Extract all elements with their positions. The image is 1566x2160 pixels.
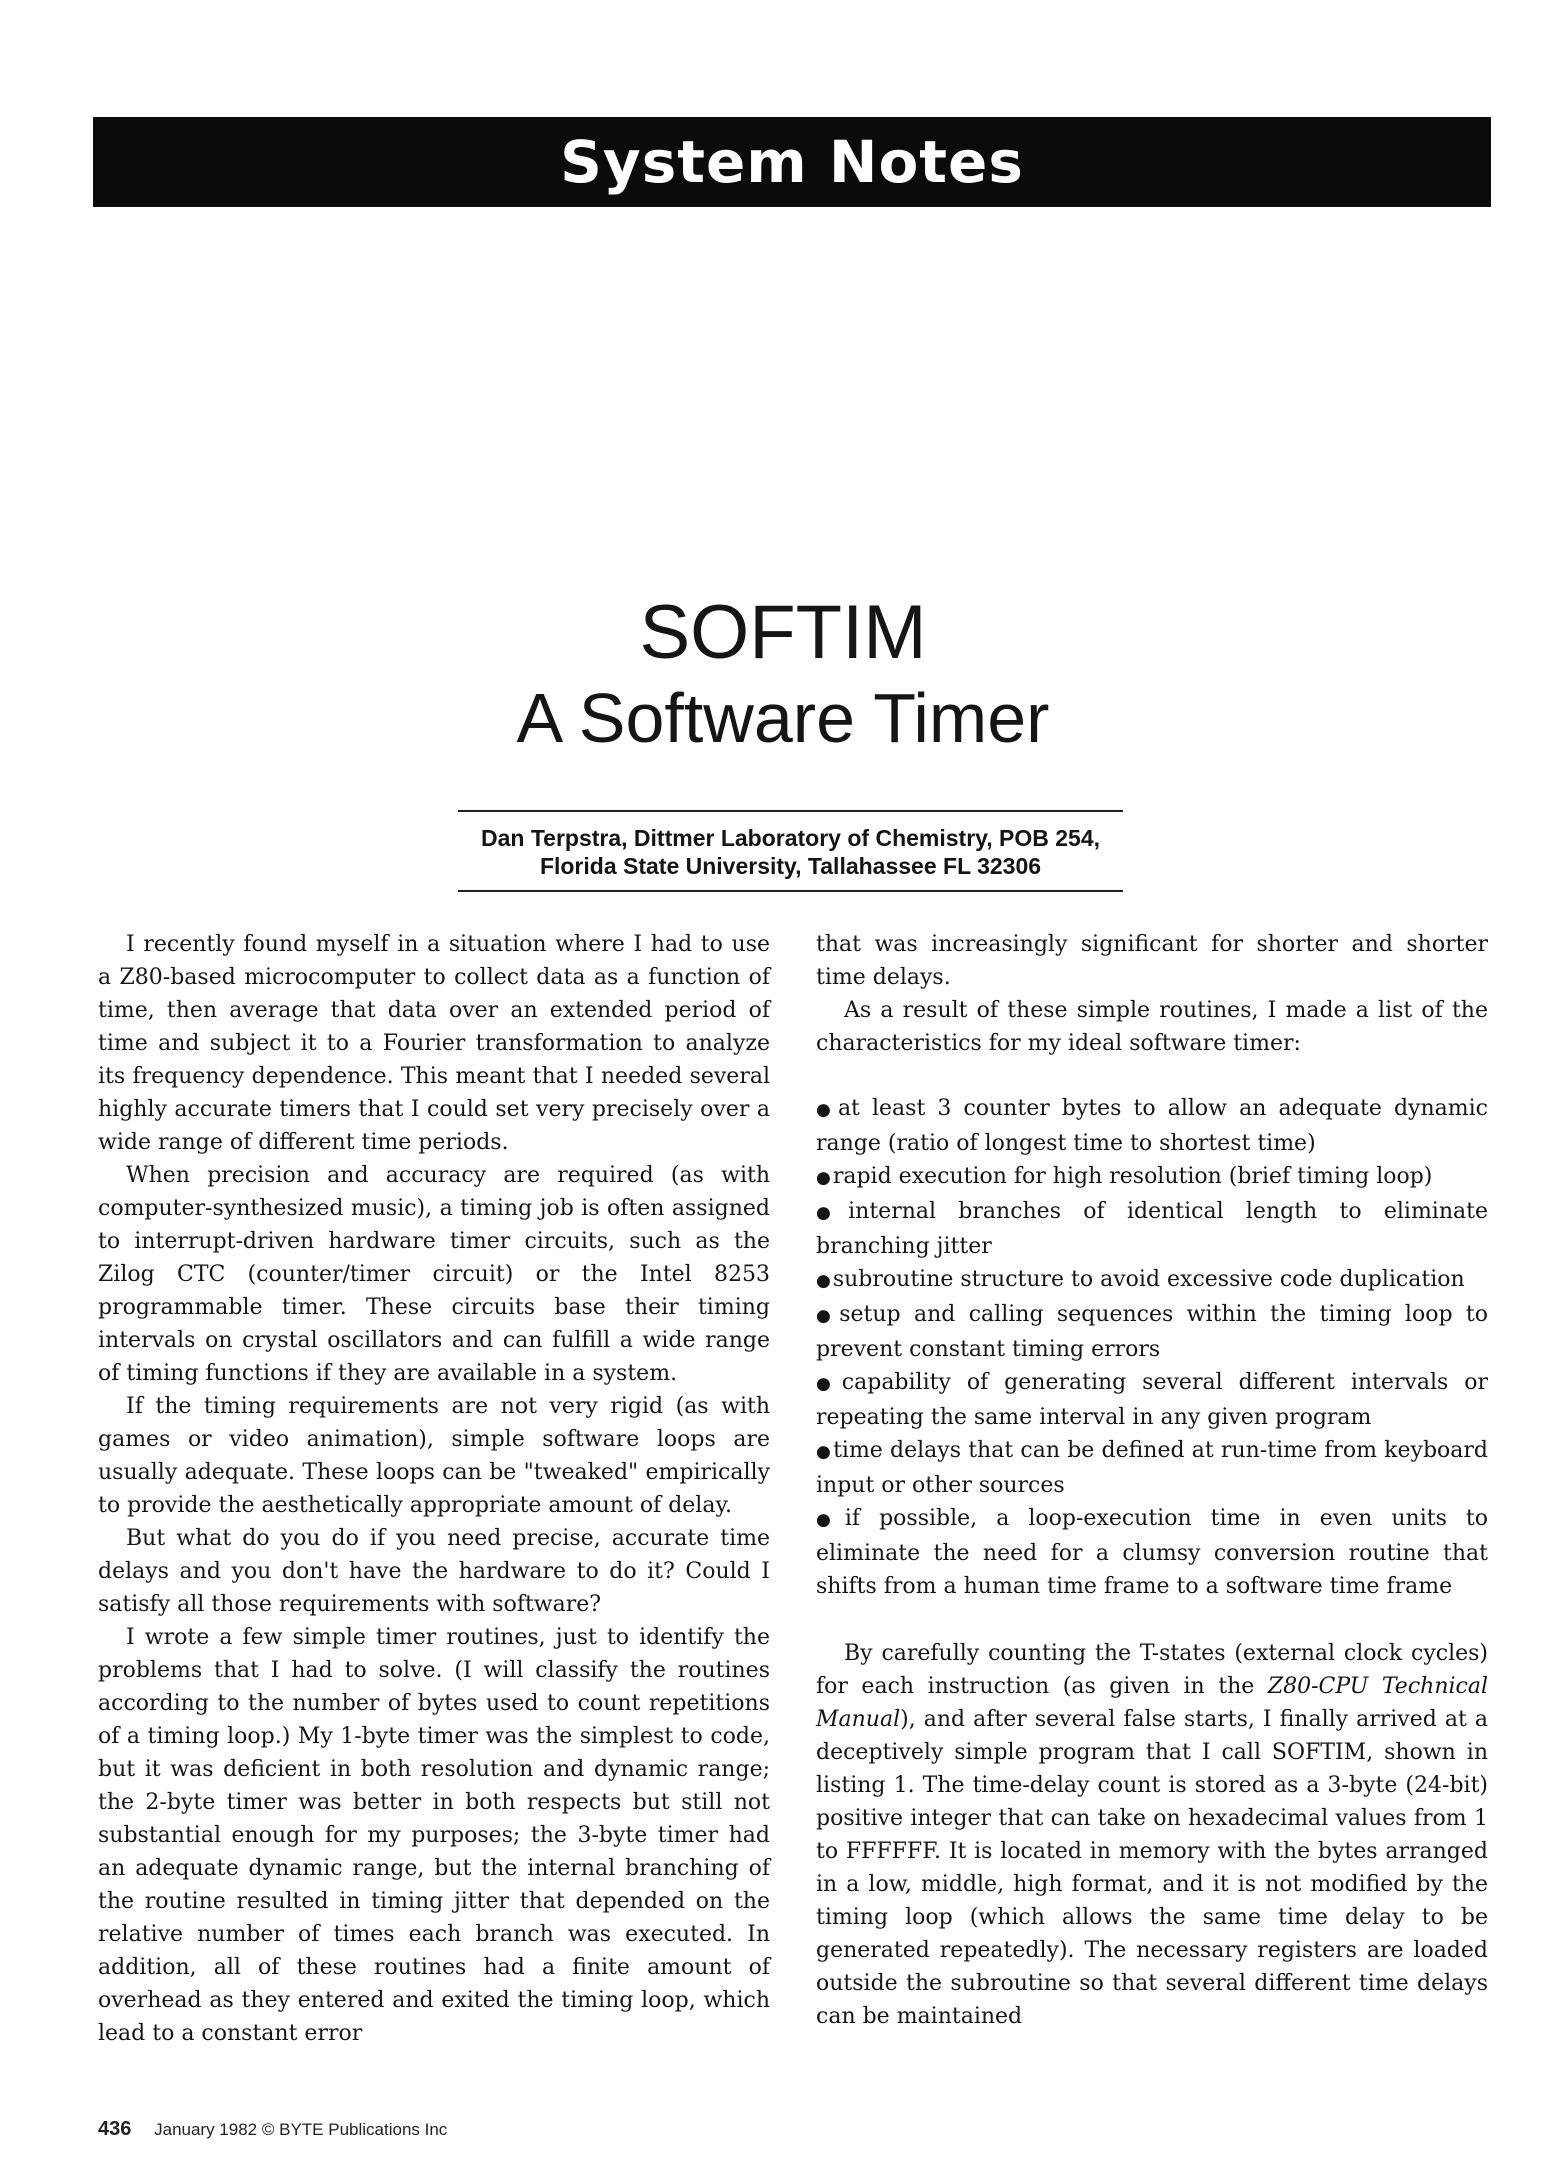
- byline-line-2: Florida State University, Tallahassee FL 32306: [539, 853, 1042, 879]
- paragraph: When precision and accuracy are required (as with computer-synthesized music), a timing job is often assigned to interrupt-driven hardware timer circuits, such as the Zilog CTC (counter/timer circuit) or the Intel 8253 programmable timer. These circuits base their timing intervals on crystal oscillators and can fulfill a wide range of timing functions if they are available in a system.: [98, 1163, 770, 1386]
- list-item: ● internal branches of identical length to eliminate branching jitter: [816, 1195, 1488, 1263]
- list-item: ● at least 3 counter bytes to allow an adequate dynamic range (ratio of longest time to shortest time): [816, 1092, 1488, 1160]
- byline-line-1: Dan Terpstra, Dittmer Laboratory of Chemistry, POB 254,: [480, 825, 1101, 851]
- list-item: ● rapid execution for high resolution (brief timing loop): [816, 1160, 1488, 1195]
- paragraph: If the timing requirements are not very rigid (as with games or video animation), simple software loops are usually adequate. These loops can be "tweaked" empirically to provide the aesthetically appropriate amount of delay.: [98, 1394, 770, 1518]
- page-footer: [98, 2118, 447, 2141]
- right-column: [816, 928, 1488, 2033]
- paragraph: By carefully counting the T-states (external clock cycles) for each instruction (as given in the Z80-CPU Technical Manual), and after several false starts, I finally arrived at a deceptively simple program that I call SOFTIM, shown in listing 1. The time-delay count is stored as a 3-byte (24-bit) positive integer that can take on hexadecimal values from 1 to FFFFFF. It is located in memory with the bytes arranged in a low, middle, high format, and it is not modified by the timing loop (which allows the same time delay to be generated repeatedly). The necessary registers are loaded outside the subroutine so that several different time delays can be maintained: [816, 1641, 1488, 2029]
- author-byline: [458, 810, 1123, 892]
- list-item: ● time delays that can be defined at run-time from keyboard input or other sources: [816, 1434, 1488, 1502]
- characteristics-list: [816, 1092, 1488, 1603]
- left-column: [98, 928, 770, 2050]
- paragraph: I recently found myself in a situation where I had to use a Z80-based microcomputer to collect data as a function of time, then average that data over an extended period of time and subject it to a Fourier transformation to analyze its frequency dependence. This meant that I needed several highly accurate timers that I could set very precisely over a wide range of different time periods.: [98, 932, 770, 1155]
- article-title: [0, 590, 1566, 760]
- list-item: ● setup and calling sequences within the timing loop to prevent constant timing errors: [816, 1298, 1488, 1366]
- manual-reference: Z80-CPU Technical Manual: [816, 1674, 1488, 1732]
- page-number: 436: [98, 2118, 132, 2140]
- article-title-main: SOFTIM: [639, 590, 927, 675]
- section-banner: [93, 117, 1491, 207]
- article-subtitle: A Software Timer: [516, 679, 1050, 757]
- list-item: ● if possible, a loop-execution time in even units to eliminate the need for a clumsy conversion routine that shifts from a human time frame to a software time frame: [816, 1502, 1488, 1603]
- paragraph: I wrote a few simple timer routines, just to identify the problems that I had to solve. (I will classify the routines according to the number of bytes used to count repetitions of a timing loop.) My 1-byte timer was the simplest to code, but it was deficient in both resolution and dynamic range; the 2-byte timer was better in both respects but still not substantial enough for my purposes; the 3-byte timer had an adequate dynamic range, but the internal branching of the routine resulted in timing jitter that depended on the relative number of times each branch was executed. In addition, all of these routines had a finite amount of overhead as they entered and exited the timing loop, which lead to a constant error: [98, 1625, 770, 2046]
- publication-credit: January 1982 © BYTE Publications Inc: [154, 2120, 448, 2139]
- paragraph-continuation: that was increasingly significant for shorter and shorter time delays.: [816, 932, 1488, 990]
- list-item: ● subroutine structure to avoid excessive code duplication: [816, 1263, 1488, 1298]
- paragraph: But what do you do if you need precise, accurate time delays and you don't have the hardware to do it? Could I satisfy all those requirements with software?: [98, 1526, 770, 1617]
- paragraph: As a result of these simple routines, I made a list of the characteristics for my ideal software timer:: [816, 998, 1488, 1056]
- list-item: ● capability of generating several different intervals or repeating the same interval in any given program: [816, 1366, 1488, 1434]
- section-title: System Notes: [560, 128, 1024, 196]
